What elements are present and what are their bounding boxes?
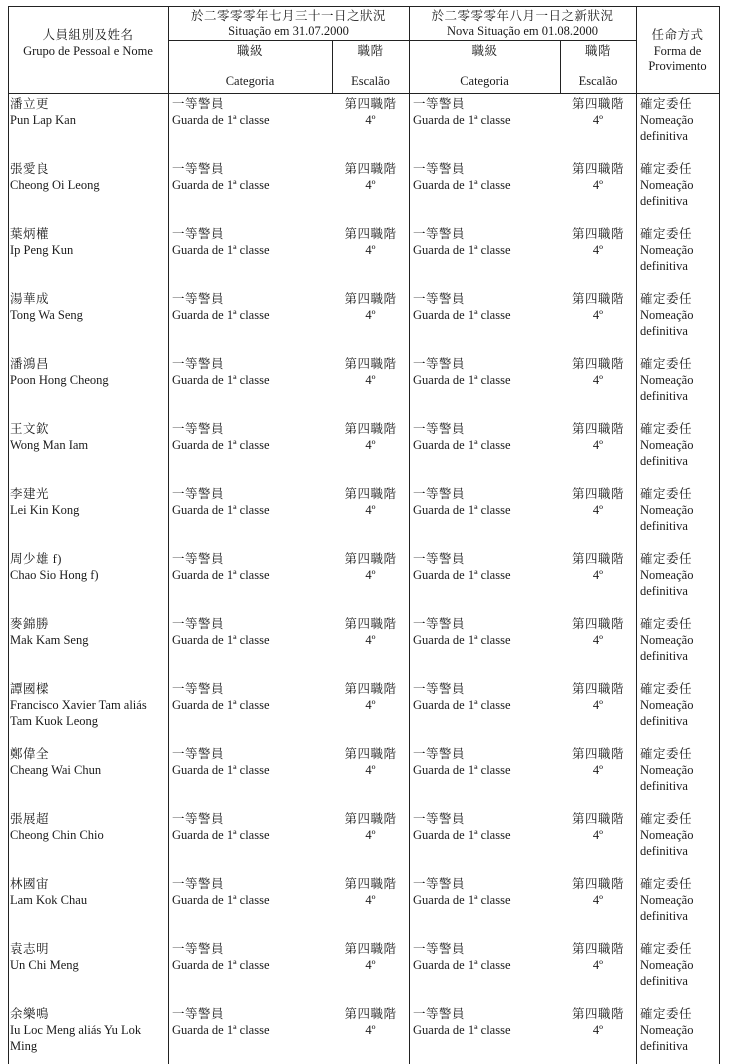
old-escalao: 4º [365,828,376,842]
header-form-zh: 任命方式 [651,28,704,42]
provimento-zh: 確定委任 [640,682,693,696]
old-escalao-zh: 第四職階 [344,292,397,306]
new-escalao: 4º [592,568,604,582]
personnel-table [8,6,720,1064]
person-name-zh: 張展超 [10,812,50,826]
old-escalao: 4º [365,698,376,712]
provimento-zh: 確定委任 [640,877,693,891]
provimento-pt1: Nomeação [640,438,694,452]
person-name-zh: 余樂鳴 [10,1007,50,1021]
old-category-zh: 一等警員 [172,357,225,371]
new-escalao: 4º [592,503,604,517]
person-name-pt: Cheong Oi Leong [10,178,100,192]
header-old-cat-zh: 職級 [236,44,263,58]
header-old-cat-pt: Categoria [225,74,275,88]
old-category-pt: Guarda de 1ª classe [172,243,270,257]
new-category-zh: 一等警員 [413,162,466,176]
person-name-pt: Pun Lap Kan [10,113,76,127]
person-name-pt: Chao Sio Hong f) [10,568,99,582]
person-name-zh: 周少雄 f) [10,552,62,566]
person-name-pt: Poon Hong Cheong [10,373,109,387]
provimento-pt1: Nomeação [640,828,694,842]
new-category-pt: Guarda de 1ª classe [413,568,511,582]
new-category-zh: 一等警員 [413,292,466,306]
person-name-zh: 葉炳權 [10,227,50,241]
old-escalao-zh: 第四職階 [344,617,397,631]
old-escalao-zh: 第四職階 [344,162,397,176]
new-category-zh: 一等警員 [413,1007,466,1021]
old-escalao-zh: 第四職階 [344,747,397,761]
provimento-pt1: Nomeação [640,958,694,972]
old-category-pt: Guarda de 1ª classe [172,373,270,387]
old-category-pt: Guarda de 1ª classe [172,308,270,322]
old-category-zh: 一等警員 [172,1007,225,1021]
person-name-zh: 林國宙 [10,877,50,891]
new-escalao-zh: 第四職階 [571,162,624,176]
provimento-pt2: definitiva [640,454,688,468]
provimento-pt1: Nomeação [640,113,694,127]
new-escalao-zh: 第四職階 [571,617,624,631]
new-escalao: 4º [592,828,604,842]
new-escalao: 4º [592,698,604,712]
old-category-pt: Guarda de 1ª classe [172,113,270,127]
header-new-pt: Nova Situação em 01.08.2000 [446,24,598,38]
person-name-pt: Ip Peng Kun [10,243,74,257]
provimento-pt1: Nomeação [640,633,694,647]
new-category-pt: Guarda de 1ª classe [413,698,511,712]
provimento-pt2: definitiva [640,584,688,598]
provimento-pt1: Nomeação [640,1023,694,1037]
person-name-pt: Mak Kam Seng [10,633,89,647]
old-category-zh: 一等警員 [172,227,225,241]
person-name-zh: 張愛良 [10,162,50,176]
old-category-zh: 一等警員 [172,812,225,826]
new-category-zh: 一等警員 [413,357,466,371]
provimento-pt1: Nomeação [640,178,694,192]
old-category-pt: Guarda de 1ª classe [172,828,270,842]
old-escalao: 4º [365,373,376,387]
column-divider [168,6,169,1064]
provimento-pt2: definitiva [640,909,688,923]
new-escalao: 4º [592,438,604,452]
old-escalao: 4º [365,763,376,777]
person-name-pt: Tong Wa Seng [10,308,83,322]
old-escalao-zh: 第四職階 [344,942,397,956]
provimento-pt1: Nomeação [640,503,694,517]
new-category-zh: 一等警員 [413,747,466,761]
person-name-pt: Francisco Xavier Tam aliás [10,698,147,712]
new-escalao-zh: 第四職階 [571,682,624,696]
header-group-zh: 人員組別及姓名 [42,28,134,42]
column-divider [636,6,637,1064]
old-category-pt: Guarda de 1ª classe [172,438,270,452]
new-category-pt: Guarda de 1ª classe [413,308,511,322]
new-escalao: 4º [592,633,604,647]
header-form-pt2: Provimento [648,59,707,73]
provimento-pt2: definitiva [640,194,688,208]
old-escalao-zh: 第四職階 [344,812,397,826]
header-subdivider [168,40,636,41]
column-divider [8,6,9,1064]
person-name-zh: 麥錦勝 [10,617,50,631]
provimento-pt2: definitiva [640,129,688,143]
person-name-pt: Un Chi Meng [10,958,79,972]
old-category-zh: 一等警員 [172,422,225,436]
provimento-pt1: Nomeação [640,243,694,257]
header-old-zh: 於二零零零年七月三十一日之狀況 [190,9,386,23]
new-category-zh: 一等警員 [413,422,466,436]
old-escalao: 4º [365,503,376,517]
person-name-zh: 袁志明 [10,942,50,956]
provimento-pt2: definitiva [640,974,688,988]
header-old-pt: Situação em 31.07.2000 [228,24,349,38]
old-category-zh: 一等警員 [172,487,225,501]
old-escalao-zh: 第四職階 [344,422,397,436]
new-category-pt: Guarda de 1ª classe [413,633,511,647]
provimento-zh: 確定委任 [640,162,693,176]
old-category-pt: Guarda de 1ª classe [172,893,270,907]
new-category-zh: 一等警員 [413,877,466,891]
old-escalao-zh: 第四職階 [344,227,397,241]
header-form-pt1: Forma de [653,44,702,58]
old-category-pt: Guarda de 1ª classe [172,958,270,972]
old-escalao: 4º [365,633,376,647]
new-category-zh: 一等警員 [413,942,466,956]
provimento-pt1: Nomeação [640,308,694,322]
old-category-zh: 一等警員 [172,97,225,111]
person-name-zh: 王文欽 [10,422,50,436]
new-escalao-zh: 第四職階 [571,747,624,761]
provimento-zh: 確定委任 [640,292,693,306]
old-escalao: 4º [365,438,376,452]
provimento-zh: 確定委任 [640,1007,693,1021]
provimento-zh: 確定委任 [640,942,693,956]
new-escalao: 4º [592,373,604,387]
new-escalao: 4º [592,113,604,127]
column-divider [719,6,720,1064]
provimento-zh: 確定委任 [640,227,693,241]
new-escalao-zh: 第四職階 [571,552,624,566]
new-category-zh: 一等警員 [413,97,466,111]
new-escalao: 4º [592,763,604,777]
person-name-pt: Tam Kuok Leong [10,714,98,728]
provimento-zh: 確定委任 [640,617,693,631]
old-category-zh: 一等警員 [172,162,225,176]
new-escalao: 4º [592,178,604,192]
old-escalao-zh: 第四職階 [344,357,397,371]
new-escalao-zh: 第四職階 [571,812,624,826]
old-escalao: 4º [365,178,376,192]
person-name-zh: 譚國樑 [10,682,50,696]
old-category-zh: 一等警員 [172,292,225,306]
header-old-esc-pt: Escalão [351,74,390,88]
new-escalao: 4º [592,308,604,322]
new-category-pt: Guarda de 1ª classe [413,893,511,907]
provimento-pt2: definitiva [640,714,688,728]
new-escalao-zh: 第四職階 [571,227,624,241]
provimento-pt1: Nomeação [640,893,694,907]
new-escalao: 4º [592,1023,604,1037]
new-category-pt: Guarda de 1ª classe [413,503,511,517]
old-escalao-zh: 第四職階 [344,552,397,566]
new-escalao: 4º [592,958,604,972]
person-name-pt: Cheong Chin Chio [10,828,104,842]
new-escalao-zh: 第四職階 [571,97,624,111]
new-escalao-zh: 第四職階 [571,487,624,501]
new-category-pt: Guarda de 1ª classe [413,958,511,972]
provimento-zh: 確定委任 [640,812,693,826]
header-group-pt: Grupo de Pessoal e Nome [23,44,153,58]
new-escalao: 4º [592,243,604,257]
person-name-zh: 湯華成 [10,292,50,306]
header-new-esc-zh: 職階 [584,44,611,58]
header-old-esc-zh: 職階 [357,44,384,58]
old-escalao: 4º [365,1023,376,1037]
header-bottom-border [8,93,720,94]
provimento-zh: 確定委任 [640,357,693,371]
provimento-zh: 確定委任 [640,487,693,501]
person-name-zh: 鄭偉全 [10,747,50,761]
provimento-pt2: definitiva [640,519,688,533]
new-category-zh: 一等警員 [413,812,466,826]
provimento-pt1: Nomeação [640,568,694,582]
old-escalao-zh: 第四職階 [344,97,397,111]
old-category-zh: 一等警員 [172,747,225,761]
new-category-pt: Guarda de 1ª classe [413,1023,511,1037]
person-name-zh: 李建光 [10,487,50,501]
provimento-zh: 確定委任 [640,422,693,436]
new-category-zh: 一等警員 [413,617,466,631]
old-escalao: 4º [365,568,376,582]
old-escalao-zh: 第四職階 [344,487,397,501]
provimento-pt2: definitiva [640,259,688,273]
old-escalao: 4º [365,243,376,257]
provimento-pt2: definitiva [640,389,688,403]
new-category-zh: 一等警員 [413,487,466,501]
table-top-border [8,6,720,7]
old-category-pt: Guarda de 1ª classe [172,1023,270,1037]
new-category-pt: Guarda de 1ª classe [413,178,511,192]
new-escalao-zh: 第四職階 [571,422,624,436]
new-category-pt: Guarda de 1ª classe [413,243,511,257]
new-category-pt: Guarda de 1ª classe [413,438,511,452]
old-category-pt: Guarda de 1ª classe [172,633,270,647]
new-category-zh: 一等警員 [413,682,466,696]
old-category-pt: Guarda de 1ª classe [172,178,270,192]
provimento-pt1: Nomeação [640,373,694,387]
column-divider [409,6,410,1064]
new-category-pt: Guarda de 1ª classe [413,828,511,842]
provimento-zh: 確定委任 [640,97,693,111]
old-escalao-zh: 第四職階 [344,877,397,891]
new-category-pt: Guarda de 1ª classe [413,763,511,777]
person-name-zh: 潘鴻昌 [10,357,50,371]
old-category-pt: Guarda de 1ª classe [172,568,270,582]
provimento-pt2: definitiva [640,1039,688,1053]
provimento-zh: 確定委任 [640,552,693,566]
new-category-pt: Guarda de 1ª classe [413,373,511,387]
provimento-zh: 確定委任 [640,747,693,761]
old-category-zh: 一等警員 [172,942,225,956]
old-category-pt: Guarda de 1ª classe [172,503,270,517]
provimento-pt2: definitiva [640,649,688,663]
person-name-pt: Cheang Wai Chun [10,763,102,777]
person-name-zh: 潘立更 [10,97,50,111]
old-category-zh: 一等警員 [172,552,225,566]
old-category-pt: Guarda de 1ª classe [172,763,270,777]
person-name-pt: Wong Man Iam [10,438,89,452]
old-escalao-zh: 第四職階 [344,1007,397,1021]
new-escalao: 4º [592,893,604,907]
new-escalao-zh: 第四職階 [571,292,624,306]
old-escalao: 4º [365,958,376,972]
person-name-pt: Ming [10,1039,38,1053]
new-category-pt: Guarda de 1ª classe [413,113,511,127]
new-escalao-zh: 第四職階 [571,357,624,371]
old-escalao: 4º [365,308,376,322]
new-category-zh: 一等警員 [413,227,466,241]
person-name-pt: Lam Kok Chau [10,893,88,907]
new-category-zh: 一等警員 [413,552,466,566]
new-escalao-zh: 第四職階 [571,877,624,891]
person-name-pt: Lei Kin Kong [10,503,80,517]
provimento-pt1: Nomeação [640,698,694,712]
provimento-pt2: definitiva [640,844,688,858]
old-category-zh: 一等警員 [172,617,225,631]
old-category-pt: Guarda de 1ª classe [172,698,270,712]
header-new-cat-pt: Categoria [460,74,509,88]
header-new-cat-zh: 職級 [471,44,498,58]
provimento-pt2: definitiva [640,324,688,338]
header-new-zh: 於二零零零年八月一日之新狀況 [431,9,614,23]
person-name-pt: Iu Loc Meng aliás Yu Lok [10,1023,142,1037]
provimento-pt2: definitiva [640,779,688,793]
header-new-esc-pt: Escalão [578,74,618,88]
old-escalao: 4º [365,893,376,907]
new-escalao-zh: 第四職階 [571,1007,624,1021]
new-escalao-zh: 第四職階 [571,942,624,956]
provimento-pt1: Nomeação [640,763,694,777]
old-category-zh: 一等警員 [172,682,225,696]
old-escalao: 4º [365,113,376,127]
old-category-zh: 一等警員 [172,877,225,891]
old-escalao-zh: 第四職階 [344,682,397,696]
